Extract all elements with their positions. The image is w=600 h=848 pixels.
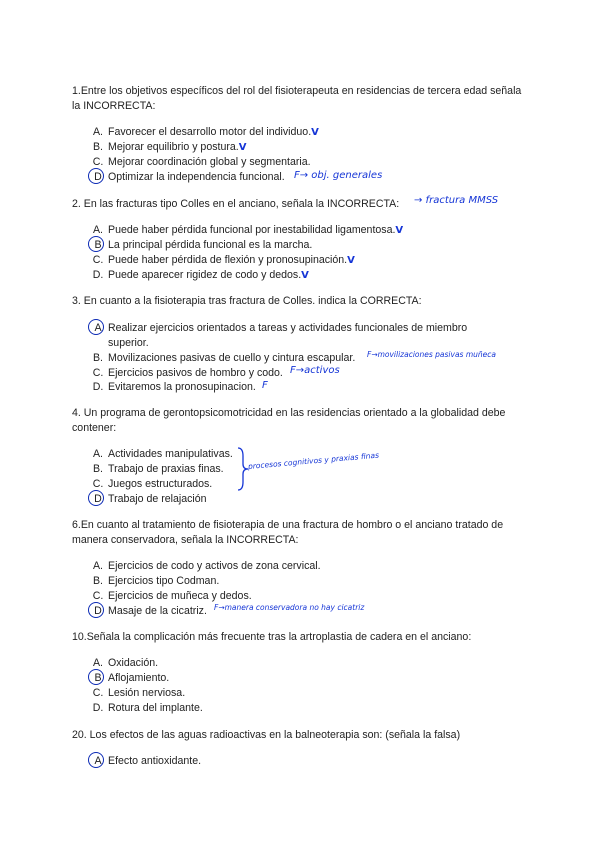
handwritten-note: F→ obj. generales xyxy=(294,170,383,181)
option-text: Juegos estructurados. xyxy=(108,478,213,490)
option-text: Oxidación. xyxy=(108,657,159,669)
question-1-stem: 1.Entre los objetivos específicos del rol del fisioterapeuta en residencias de tercera edad señala la INCORRECTA: xyxy=(72,85,522,112)
option-text: Trabajo de praxias finas. xyxy=(108,463,224,475)
handwritten-note: → fractura MMSS xyxy=(414,195,499,206)
option-text: Favorecer el desarrollo motor del individuo. xyxy=(108,126,312,138)
option-letter: B. xyxy=(92,463,103,475)
question-2-stem: 2. En las fracturas tipo Colles en el anciano, señala la INCORRECTA: xyxy=(72,198,400,210)
option-text: Lesión nerviosa. xyxy=(108,687,186,699)
handwritten-note: procesos cognitivos y praxias finas xyxy=(247,450,380,471)
option-letter: A xyxy=(94,322,102,334)
question-3-stem: 3. En cuanto a la fisioterapia tras fractura de Colles. indica la CORRECTA: xyxy=(72,295,422,307)
option-text: Puede haber pérdida funcional por inestabilidad ligamentosa. xyxy=(108,224,396,236)
option-text: Optimizar la independencia funcional. xyxy=(108,171,285,183)
handwritten-note: F→manera conservadora no hay cicatriz xyxy=(214,603,365,612)
option-text: Efecto antioxidante. xyxy=(108,755,202,767)
check-mark: V xyxy=(347,255,355,266)
option-letter: D xyxy=(94,605,102,617)
option-text: Ejercicios tipo Codman. xyxy=(108,575,220,587)
handwritten-note: F→activos xyxy=(290,365,340,376)
option-text: Mejorar equilibrio y postura. xyxy=(108,141,239,153)
option-letter: B. xyxy=(92,575,103,587)
option-letter: D xyxy=(94,171,102,183)
option-text: Ejercicios pasivos de hombro y codo. xyxy=(108,367,283,379)
option-letter: C. xyxy=(92,478,104,490)
option-letter: C. xyxy=(92,367,104,379)
check-mark: V xyxy=(301,270,309,281)
option-letter: D. xyxy=(92,702,104,714)
option-text: Masaje de la cicatriz. xyxy=(108,605,207,617)
question-6-stem: 6.En cuanto al tratamiento de fisioterapia de una fractura de hombro o el anciano tratado de manera conservadora, señala la INCORRECTA: xyxy=(72,519,504,546)
option-letter: C. xyxy=(92,687,104,699)
option-text: Aflojamiento. xyxy=(108,672,170,684)
option-letter: A. xyxy=(92,224,103,236)
option-text: Puede haber pérdida de flexión y pronosupinación. xyxy=(108,254,348,266)
option-letter: A. xyxy=(92,448,103,460)
option-text: Actividades manipulativas. xyxy=(108,448,233,460)
option-letter: D xyxy=(94,493,102,505)
option-text: Mejorar coordinación global y segmentaria. xyxy=(108,156,311,168)
option-letter: B xyxy=(94,672,102,684)
option-letter: C. xyxy=(92,156,104,168)
option-letter: B. xyxy=(92,352,103,364)
option-letter: A xyxy=(94,755,102,767)
option-letter: D. xyxy=(92,381,104,393)
option-text: Ejercicios de codo y activos de zona cervical. xyxy=(108,560,321,572)
option-text: Evitaremos la pronosupinacion. xyxy=(108,381,256,393)
option-letter: C. xyxy=(92,590,104,602)
option-text: Movilizaciones pasivas de cuello y cintura escapular. xyxy=(108,352,356,364)
option-letter: C. xyxy=(92,254,104,266)
handwritten-note: F→movilizaciones pasivas muñeca xyxy=(367,350,496,359)
option-letter: A. xyxy=(92,126,103,138)
option-text: Trabajo de relajación xyxy=(108,493,207,505)
option-letter: B. xyxy=(92,141,103,153)
option-letter: A. xyxy=(92,560,103,572)
option-text: Rotura del implante. xyxy=(108,702,203,714)
handwritten-note: F xyxy=(262,380,268,391)
option-text: Ejercicios de muñeca y dedos. xyxy=(108,590,252,602)
check-mark: V xyxy=(395,225,404,236)
option-letter: D. xyxy=(92,269,104,281)
option-text: Realizar ejercicios orientados a tareas y actividades funcionales de miembro superior. xyxy=(108,322,468,349)
check-mark: V xyxy=(238,142,247,153)
check-mark: V xyxy=(311,127,319,138)
option-letter: A. xyxy=(92,657,103,669)
option-text: La principal pérdida funcional es la marcha. xyxy=(108,239,313,251)
question-4-stem: 4. Un programa de gerontopsicomotricidad en las residencias orientado a la globalidad debe contener: xyxy=(72,407,506,434)
option-letter: B xyxy=(94,239,102,251)
question-10-stem: 10.Señala la complicación más frecuente tras la artroplastia de cadera en el anciano: xyxy=(72,631,472,643)
option-text: Puede aparecer rigidez de codo y dedos. xyxy=(108,269,302,281)
question-20-stem: 20. Los efectos de las aguas radioactivas en la balneoterapia son: (señala la falsa) xyxy=(72,729,461,741)
